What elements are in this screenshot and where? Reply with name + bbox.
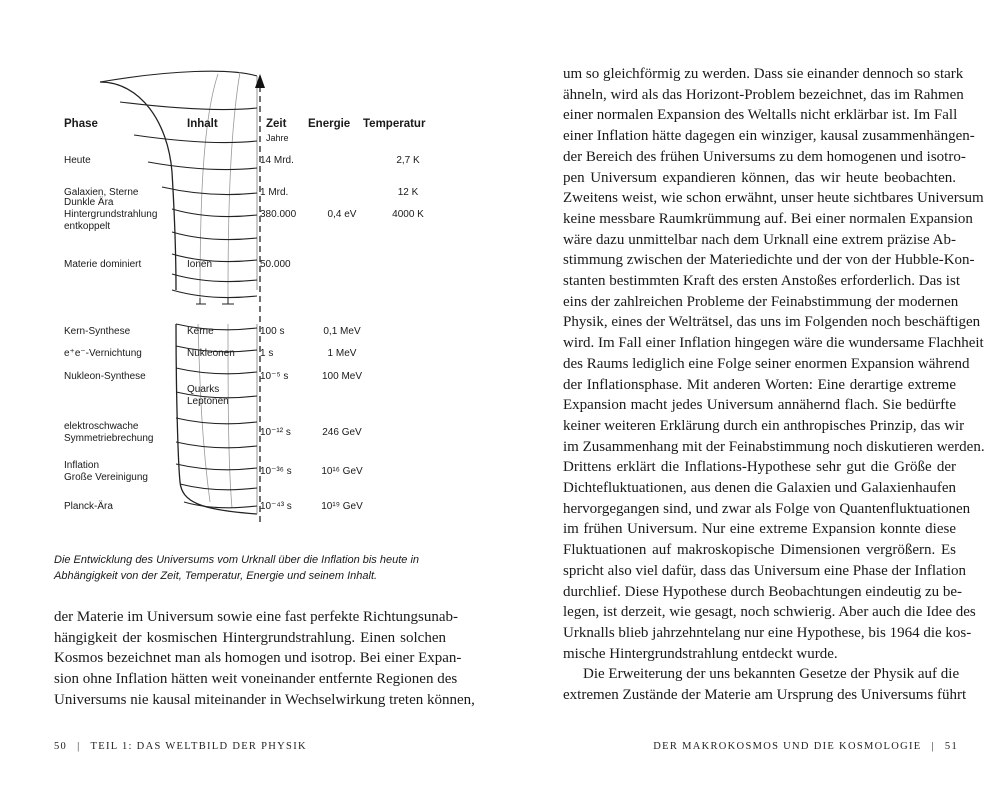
text-line: spricht also viel dafür, dass das Universum eine Phase der Inflation xyxy=(563,562,967,579)
text-line: keine messbare Raumkrümmung auf. Bei einer normalen Expansion xyxy=(563,210,973,227)
text-line: stanten bestimmten Kraft des ersten Anstoßes erforderlich. Das ist xyxy=(563,273,960,290)
time-value: 10⁻⁴³ s xyxy=(260,501,292,512)
time-value: 10⁻³⁶ s xyxy=(260,466,292,477)
funnel-ring xyxy=(172,290,257,298)
footer-right xyxy=(653,741,958,752)
right-body-text xyxy=(563,64,985,706)
funnel-guide xyxy=(228,72,240,298)
text-line: mische Hintergrundstrahlung entdeckt wurde. xyxy=(563,645,838,662)
time-value: 1 s xyxy=(260,348,274,359)
text-line: im frühen Universum. Nur eine extreme Expansion konnte diese xyxy=(563,521,956,538)
text-line: Physik, eines der Welträtsel, das uns im Folgenden noch beschäftigen xyxy=(563,314,981,331)
text-line: der Bereich des frühen Universums zu dem homogenen und isotro- xyxy=(563,148,966,165)
funnel-ring xyxy=(148,162,257,170)
funnel-ring xyxy=(176,418,257,424)
phase-label: Heute xyxy=(64,155,91,166)
text-line: Kosmos bezeichnet man als homogen und isotrop. Bei einer Expan- xyxy=(54,650,462,667)
phase-label: Dunkle Ära Hintergrundstrahlung entkoppelt xyxy=(64,197,158,232)
text-line: keiner weiteren Erklärung durch ein anthropisches Prinzip, das wir xyxy=(563,417,965,434)
time-value: 14 Mrd. xyxy=(260,155,294,166)
footer-separator: | xyxy=(77,741,81,752)
content-label: Nukleonen xyxy=(187,348,235,359)
time-value: 1 Mrd. xyxy=(260,187,289,198)
text-line: Expansion macht jedes Universum annähernd flach. Sie bedürfte xyxy=(563,397,956,414)
text-line: Zweitens weist, wie schon erwähnt, unser heute sichtbares Universum xyxy=(563,190,984,207)
funnel-ring xyxy=(172,274,257,282)
text-line: der Materie im Universum sowie eine fast perfekte Richtungsunab- xyxy=(54,609,459,625)
text-line: des Raums lediglich eine Folge seiner enormen Expansion während xyxy=(563,355,970,372)
funnel-rim xyxy=(100,71,257,82)
text-line: um so gleichförmig zu werden. Dass sie einander dennoch so stark xyxy=(563,66,964,82)
header-inhalt: Inhalt xyxy=(187,118,218,130)
header-temperatur: Temperatur xyxy=(363,118,426,130)
temperature-value: 4000 K xyxy=(392,209,424,220)
energy-value: 246 GeV xyxy=(322,427,362,438)
temperature-value: 12 K xyxy=(397,187,419,198)
phase-label: Inflation Große Vereinigung xyxy=(64,460,148,483)
figure-caption: Die Entwicklung des Universums vom Urknall über die Inflation bis heute in Abhängigkeit von der Zeit, Temperatur, Energie und seinem Inhalt. xyxy=(54,554,420,582)
funnel-ring xyxy=(176,368,257,374)
text-line: legen, ist derzeit, wie gesagt, noch schwierig. Aber auch die Idee des xyxy=(563,604,976,621)
energy-value: 10¹⁶ GeV xyxy=(321,466,363,477)
temperature-value: 2,7 K xyxy=(396,155,420,166)
phase-label: e⁺e⁻-Vernichtung xyxy=(64,348,142,359)
phase-label: Planck-Ära xyxy=(64,501,113,512)
header-phase: Phase xyxy=(64,118,98,130)
text-line: Urknalls blieb jahrzehntelang nur eine Hypothese, bis 1964 die kos- xyxy=(563,624,972,641)
page-number-left: 50 xyxy=(54,741,68,752)
content-label: Ionen xyxy=(187,259,213,270)
energy-value: 0,4 eV xyxy=(327,209,357,220)
header-zeit: Zeit xyxy=(266,118,287,130)
phase-label: elektroschwache Symmetriebrechung xyxy=(64,421,154,444)
time-value: 100 s xyxy=(260,326,285,337)
page-number-right: 51 xyxy=(944,741,958,752)
text-line: hervorgegangen sind, und zwar als Folge von Quantenfluktuationen xyxy=(563,500,971,517)
footer-separator: | xyxy=(931,741,935,752)
text-line: im Zusammenhang mit der Feinabstimmung noch diskutieren werden. xyxy=(563,438,985,455)
phase-label: Galaxien, Sterne xyxy=(64,187,139,198)
funnel-ring xyxy=(176,464,257,470)
text-line: Drittens erklärt die Inflations-Hypothese sehr gut die Größe der xyxy=(563,459,956,476)
time-value: 380.000 xyxy=(260,209,297,220)
text-line: stimmung zwischen der Materiedichte und der von der Hubble-Kon- xyxy=(563,252,975,269)
phase-label: Kern-Synthese xyxy=(64,326,131,337)
text-line: einer Inflation hätte dagegen ein winziger, kausal zusammenhängen- xyxy=(563,128,975,145)
cosmology-figure xyxy=(50,62,470,532)
text-line: der Inflationsphase. Mit anderen Worten: Eine derartige extreme xyxy=(563,376,956,393)
energy-value: 100 MeV xyxy=(321,371,363,382)
text-line: eins der zahlreichen Probleme der Feinabstimmung der modernen xyxy=(563,293,959,310)
text-line: hängigkeit der kosmischen Hintergrundstrahlung. Einen solchen xyxy=(54,629,446,646)
energy-value: 0,1 MeV xyxy=(323,326,361,337)
energy-value: 1 MeV xyxy=(327,348,357,359)
text-line: sion ohne Inflation hätten weit voneinander entfernte Regionen des xyxy=(54,671,458,688)
running-title-right: DER MAKROKOSMOS UND DIE KOSMOLOGIE xyxy=(653,741,922,752)
time-value: 50.000 xyxy=(260,259,291,270)
funnel-ring xyxy=(162,187,257,195)
text-line: ähneln, wird als das Horizont-Problem bezeichnet, das im Rahmen xyxy=(563,86,964,103)
footer-left xyxy=(54,741,307,752)
funnel-ring xyxy=(134,135,257,143)
time-value: 10⁻¹² s xyxy=(260,427,291,438)
text-line: wäre dazu unmittelbar nach dem Urknall eine extrem präzise Ab- xyxy=(563,231,956,248)
text-line: wird. Im Fall einer Inflation hingegen wäre die wundersame Flachheit xyxy=(563,335,984,352)
text-line: extremen Zustände der Materie am Ursprung des Universums führt xyxy=(563,687,967,704)
content-label: Kerne xyxy=(187,326,214,337)
content-label: Quarks Leptonen xyxy=(187,384,229,407)
text-line: Dichtefluktuationen, aus denen die Galaxien und Galaxienhaufen xyxy=(563,480,956,497)
time-value: 10⁻⁵ s xyxy=(260,371,289,382)
phase-label: Materie dominiert xyxy=(64,259,142,270)
energy-value: 10¹⁹ GeV xyxy=(321,501,363,512)
running-title-left: TEIL 1: DAS WELTBILD DER PHYSIK xyxy=(90,741,307,752)
text-line: pen Universum expandieren können, das wir heute beobachten. xyxy=(563,169,956,186)
phase-label: Nukleon-Synthese xyxy=(64,371,146,382)
left-body-text xyxy=(54,607,475,711)
text-line: Universums nie kausal miteinander in Wechselwirkung treten können, xyxy=(54,691,475,708)
funnel-ring xyxy=(172,232,257,240)
funnel-ring xyxy=(172,209,257,217)
header-energie: Energie xyxy=(308,118,351,130)
funnel-ring xyxy=(180,484,257,490)
header-zeit-unit: Jahre xyxy=(266,133,289,143)
text-line: durchlief. Diese Hypothese durch Beobachtungen eindeutig zu be- xyxy=(563,583,963,600)
text-line: Fluktuationen auf makroskopische Dimensionen vergrößern. Es xyxy=(563,542,956,559)
text-line: Die Erweiterung der uns bekannten Gesetze der Physik auf die xyxy=(583,666,960,683)
funnel-ring xyxy=(120,102,257,110)
funnel-ring xyxy=(176,442,257,448)
funnel-ring xyxy=(172,254,257,262)
text-line: einer normalen Expansion des Weltalls nicht erklärbar ist. Im Fall xyxy=(563,107,958,124)
